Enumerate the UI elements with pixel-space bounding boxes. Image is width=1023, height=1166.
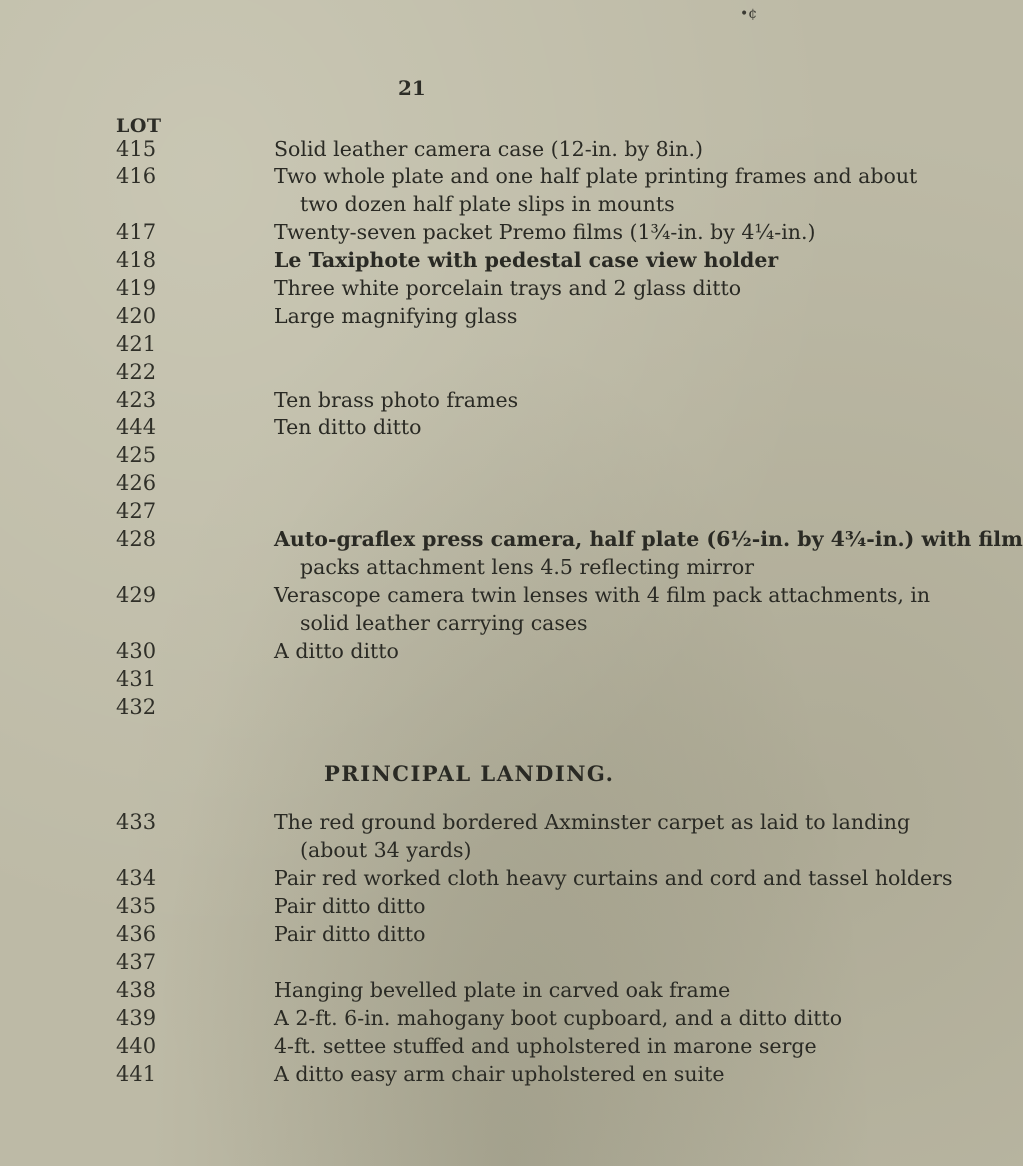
- lot-number: 436: [116, 922, 157, 946]
- lot-number: 437: [116, 950, 157, 974]
- lot-number: 416: [116, 164, 157, 188]
- lot-number: 426: [116, 471, 157, 495]
- lot-number: 432: [116, 695, 157, 719]
- corner-mark: •¢: [740, 6, 758, 22]
- lot-number: 431: [116, 667, 157, 691]
- section-heading: PRINCIPAL LANDING.: [324, 761, 615, 786]
- lot-description: Pair red worked cloth heavy curtains and cord and tassel holders: [274, 866, 953, 890]
- lot-number: 440: [116, 1034, 157, 1058]
- lot-description: A 2-ft. 6-in. mahogany boot cupboard, and a ditto ditto: [274, 1006, 843, 1030]
- lot-description: Verascope camera twin lenses with 4 film pack attachments, in solid leather carrying cases: [274, 583, 931, 635]
- lot-description: Three white porcelain trays and 2 glass ditto: [274, 276, 742, 300]
- lot-number: 428: [116, 527, 157, 551]
- lot-number: 441: [116, 1062, 157, 1086]
- lot-number: 417: [116, 220, 157, 244]
- lot-number: 439: [116, 1006, 157, 1030]
- lot-description: 4-ft. settee stuffed and upholstered in marone serge: [274, 1034, 817, 1058]
- lot-description: Pair ditto ditto: [274, 894, 426, 918]
- lot-number: 425: [116, 443, 157, 467]
- lot-description: A ditto ditto: [274, 639, 399, 663]
- lot-number: 429: [116, 583, 157, 607]
- lot-description: The red ground bordered Axminster carpet as laid to landing (about 34 yards): [274, 810, 911, 862]
- lot-description: Auto-graflex press camera, half plate (6½-in. by 4¾-in.) with film packs attachment lens 4.5 reflecting mirror: [274, 527, 1023, 579]
- lot-description: Pair ditto ditto: [274, 922, 426, 946]
- lot-number: 430: [116, 639, 157, 663]
- lot-description: A ditto easy arm chair upholstered en suite: [274, 1062, 725, 1086]
- lot-number: 434: [116, 866, 157, 890]
- lot-description: Two whole plate and one half plate printing frames and about two dozen half plate slips in mounts: [274, 164, 918, 216]
- lot-description: Large magnifying glass: [274, 304, 518, 328]
- lot-description: Ten brass photo frames: [274, 388, 519, 412]
- lot-number: 415: [116, 137, 157, 161]
- lot-number: 433: [116, 810, 157, 834]
- lot-number: 419: [116, 276, 157, 300]
- lot-number: 427: [116, 499, 157, 523]
- lot-description: Hanging bevelled plate in carved oak frame: [274, 978, 731, 1002]
- lot-number: 421: [116, 332, 157, 356]
- lot-description: Le Taxiphote with pedestal case view holder: [274, 248, 779, 272]
- lot-number: 435: [116, 894, 157, 918]
- lot-description: Twenty-seven packet Premo films (1¾-in. by 4¼-in.): [274, 220, 816, 244]
- lot-number: 422: [116, 360, 157, 384]
- lot-column-header: LOT: [116, 115, 162, 137]
- lot-number: 438: [116, 978, 157, 1002]
- lot-number: 423: [116, 388, 157, 412]
- lot-number: 420: [116, 304, 157, 328]
- lot-number: 418: [116, 248, 157, 272]
- lot-description: Solid leather camera case (12-in. by 8in.): [274, 137, 703, 161]
- lot-number: 444: [116, 415, 157, 439]
- page-number: 21: [398, 76, 426, 100]
- lot-description: Ten ditto ditto: [274, 415, 422, 439]
